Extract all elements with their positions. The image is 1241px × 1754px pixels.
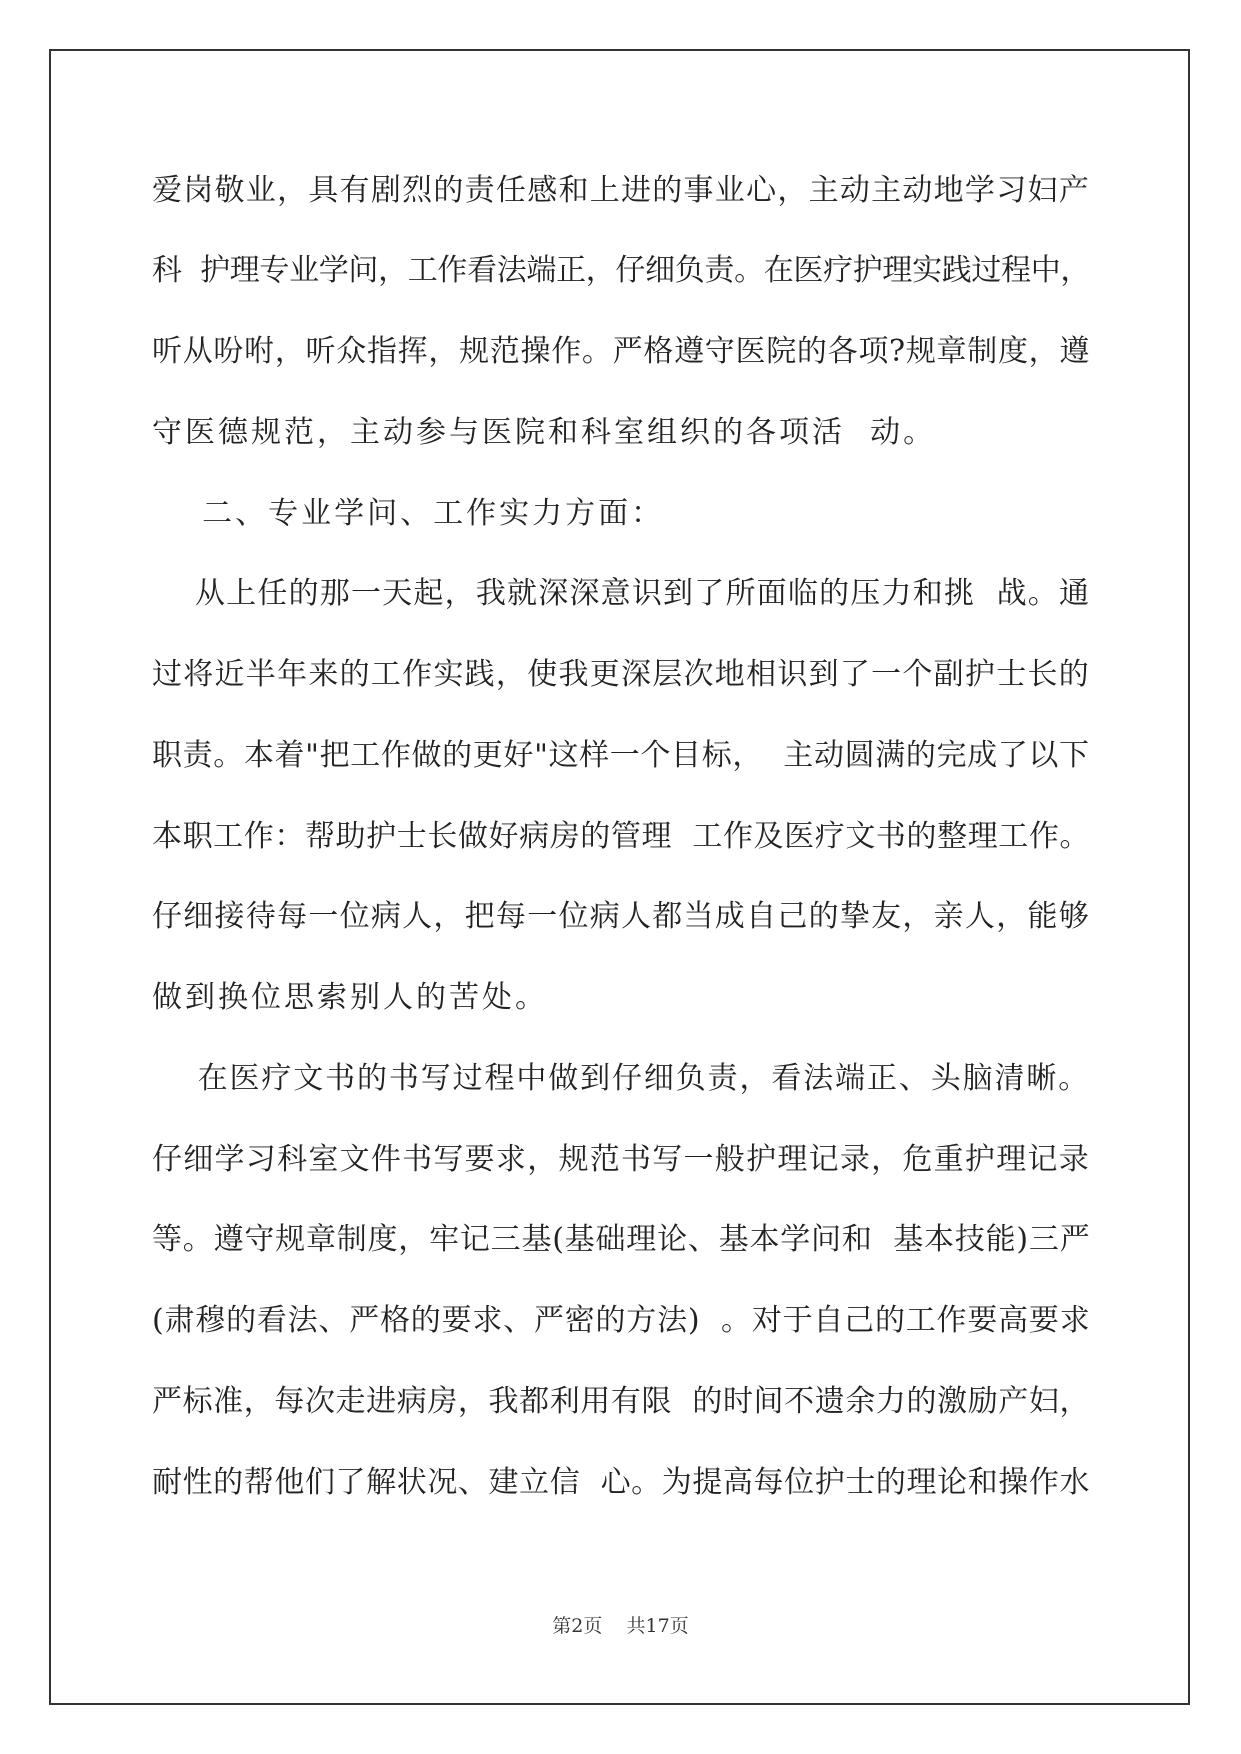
text-line-6: 从上任的那一天起，我就深深意识到了所面临的压力和挑 战。通 xyxy=(152,576,1091,611)
page-total: 共17页 xyxy=(626,1615,689,1637)
text-line-9: 本职工作：帮助护士长做好病房的管理 工作及医疗文书的整理工作。 xyxy=(152,819,1091,854)
text-line-2: 科 护理专业学问，工作看法端正，仔细负责。在医疗护理实践过程中， xyxy=(152,253,1091,288)
text-line-15: (肃穆的看法、严格的要求、严密的方法) 。对于自己的工作要高要求 xyxy=(152,1303,1091,1338)
page-border xyxy=(49,49,1190,1705)
text-line-11: 做到换位思索别人的苦处。 xyxy=(152,980,548,1015)
text-line-7: 过将近半年来的工作实践，使我更深层次地相识到了一个副护士长的 xyxy=(152,657,1090,692)
page-number: 第2页 xyxy=(552,1615,603,1637)
text-line-17: 耐性的帮他们了解状况、建立信 心。为提高每位护士的理论和操作水 xyxy=(152,1465,1091,1500)
section-heading: 二、专业学问、工作实力方面： xyxy=(152,496,665,531)
text-line-4: 守医德规范，主动参与医院和科室组织的各项活 动。 xyxy=(152,415,937,450)
text-line-16: 严标准，每次走进病房，我都利用有限 的时间不遗余力的激励产妇， xyxy=(152,1384,1091,1419)
text-line-8: 职责。本着"把工作做的更好"这样一个目标， 主动圆满的完成了以下 xyxy=(152,738,1090,773)
text-line-13: 仔细学习科室文件书写要求，规范书写一般护理记录，危重护理记录 xyxy=(152,1142,1090,1177)
text-line-12: 在医疗文书的书写过程中做到仔细负责，看法端正、头脑清晰。 xyxy=(152,1061,1091,1096)
text-line-1: 爱岗敬业，具有剧烈的责任感和上进的事业心，主动主动地学习妇产 xyxy=(152,173,1090,208)
text-line-3: 听从吩咐，听众指挥，规范操作。严格遵守医院的各项?规章制度，遵 xyxy=(152,334,1091,369)
page-footer xyxy=(0,1614,1241,1638)
text-line-10: 仔细接待每一位病人，把每一位病人都当成自己的挚友，亲人，能够 xyxy=(152,899,1090,934)
text-line-14: 等。遵守规章制度，牢记三基(基础理论、基本学问和 基本技能)三严 xyxy=(152,1222,1091,1257)
